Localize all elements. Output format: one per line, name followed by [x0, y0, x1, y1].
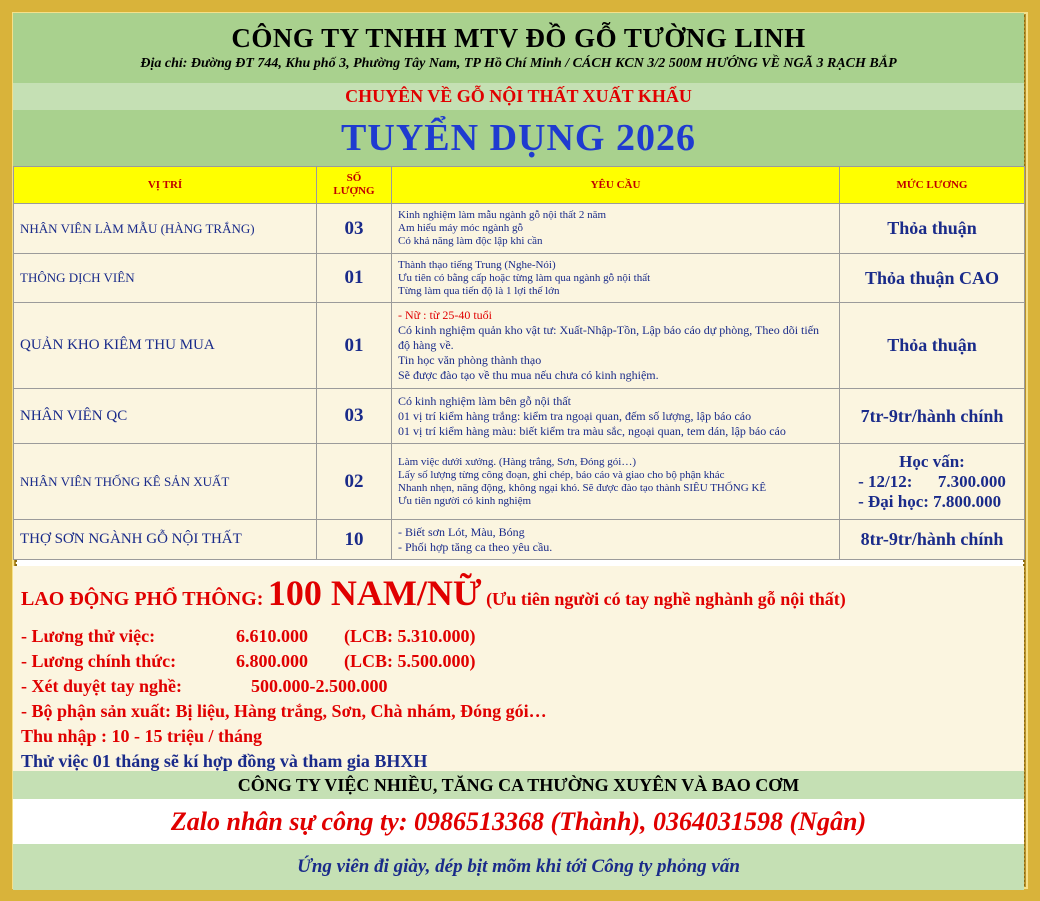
company-name: CÔNG TY TNHH MTV ĐỒ GỖ TƯỜNG LINH — [231, 23, 806, 53]
poster — [13, 13, 1024, 890]
company-header — [13, 13, 1024, 83]
req-line: Có kinh nghiệm làm bên gỗ nội thất — [398, 393, 571, 408]
req-line: Có khả năng làm độc lập khi cần — [398, 235, 543, 247]
req-line: 01 vị trí kiểm hàng trắng: kiểm tra ngoại quan, đếm số lượng, lập báo cáo — [398, 408, 752, 423]
labor-prefix: LAO ĐỘNG PHỔ THÔNG: — [21, 588, 264, 610]
header-qty-line2: LƯỢNG — [333, 185, 375, 197]
job-requirements — [392, 389, 840, 444]
req-line: Kinh nghiệm làm mẫu ngành gỗ nội thất 2 năm — [398, 209, 607, 221]
departments: - Bộ phận sản xuất: Bị liệu, Hàng trắng, Sơn, Chà nhám, Đóng gói… — [21, 701, 547, 721]
interview-dress-note: Ứng viên đi giày, dép bịt mõm khi tới Công ty phỏng vấn — [297, 856, 740, 877]
req-line: Thành thạo tiếng Trung (Nghe-Nói) — [398, 258, 556, 271]
job-position: QUẢN KHO KIÊM THU MUA — [14, 303, 317, 389]
table-header-row — [14, 167, 1025, 204]
salary-head: Học vấn: — [899, 451, 965, 471]
company-address: Địa chỉ: Đường ĐT 744, Khu phố 3, Phường Tây Nam, TP Hồ Chí Minh / CÁCH KCN 3/2 500M HƯỚNG VỀ NGÃ 3 RẠCH BẮP — [140, 56, 897, 71]
official-salary — [21, 649, 1024, 674]
table-row — [14, 204, 1025, 254]
job-salary — [840, 444, 1025, 520]
job-salary: Thỏa thuận — [840, 204, 1025, 254]
job-requirements — [392, 444, 840, 520]
job-salary: 8tr-9tr/hành chính — [840, 520, 1025, 560]
job-salary: Thỏa thuận CAO — [840, 254, 1025, 303]
req-line: Ưu tiên người có kinh nghiệm — [398, 494, 532, 507]
salary-line: - Đại học: 7.800.000 — [858, 491, 1002, 511]
req-line: Sẽ được đào tạo về thu mua nếu chưa có kinh nghiệm. — [398, 368, 659, 382]
busy-band — [13, 771, 1024, 799]
table-row — [14, 389, 1025, 444]
table-row — [14, 520, 1025, 560]
job-qty: 10 — [317, 520, 392, 560]
job-requirements — [392, 254, 840, 303]
salary-education — [858, 452, 1006, 512]
tagline: CHUYÊN VỀ GỖ NỘI THẤT XUẤT KHẨU — [345, 86, 692, 106]
req-line: Làm việc dưới xưởng. (Hàng trắng, Sơn, Đóng gói…) — [398, 455, 637, 468]
table-row — [14, 303, 1025, 389]
general-labor-section — [13, 566, 1024, 771]
job-salary: 7tr-9tr/hành chính — [840, 389, 1025, 444]
official-value: 6.800.000 — [236, 651, 308, 671]
req-line: Am hiểu máy móc ngành gỗ — [398, 222, 523, 234]
job-requirements — [392, 204, 840, 254]
req-line: 01 vị trí kiểm hàng màu: biết kiểm tra màu sắc, ngoại quan, tem dán, lập báo cáo — [398, 423, 786, 438]
zalo-contact: Zalo nhân sự công ty: 0986513368 (Thành), 0364031598 (Ngân) — [170, 807, 867, 836]
contract-note: Thử việc 01 tháng sẽ kí hợp đồng và tham gia BHXH — [21, 751, 428, 771]
probation-salary — [21, 624, 1024, 649]
page-title: TUYỂN DỤNG 2026 — [341, 117, 696, 159]
job-qty: 01 — [317, 254, 392, 303]
req-line: Ưu tiên có bằng cấp hoặc từng làm qua ngành gỗ nội thất — [398, 271, 651, 284]
job-position: NHÂN VIÊN QC — [14, 389, 317, 444]
req-line: Có kinh nghiệm quản kho vật tư: Xuất-Nhập-Tồn, Lập báo cáo dự phòng, Theo dõi tiến độ hàng về. — [398, 323, 820, 352]
job-qty: 01 — [317, 303, 392, 389]
req-line: - Phối hợp tăng ca theo yêu cầu. — [398, 539, 553, 554]
probation-label: - Lương thử việc: — [21, 626, 156, 646]
job-requirements — [392, 303, 840, 389]
probation-lcb: (LCB: 5.310.000) — [344, 626, 476, 646]
header-qty-line1: SỐ — [346, 172, 362, 184]
job-qty: 02 — [317, 444, 392, 520]
income: Thu nhập : 10 - 15 triệu / tháng — [21, 726, 263, 746]
job-qty: 03 — [317, 204, 392, 254]
tagline-band — [13, 83, 1024, 110]
req-line: - Nữ : từ 25-40 tuổi — [398, 308, 493, 322]
labor-headline — [21, 568, 1024, 624]
job-position: NHÂN VIÊN LÀM MẪU (HÀNG TRẮNG) — [14, 204, 317, 254]
labor-count: 100 NAM/NỮ — [267, 573, 482, 613]
skill-review — [21, 674, 1024, 699]
jobs-table — [13, 166, 1025, 560]
header-qty — [317, 167, 392, 204]
req-line: Tin học văn phòng thành thạo — [398, 353, 542, 367]
official-label: - Lương chính thức: — [21, 651, 177, 671]
busy-note: CÔNG TY VIỆC NHIỀU, TĂNG CA THƯỜNG XUYÊN VÀ BAO CƠM — [237, 775, 800, 795]
job-position: THÔNG DỊCH VIÊN — [14, 254, 317, 303]
shoes-band — [13, 844, 1024, 890]
table-row — [14, 444, 1025, 520]
job-position: THỢ SƠN NGÀNH GỖ NỘI THẤT — [14, 520, 317, 560]
skill-value: 500.000-2.500.000 — [251, 676, 388, 696]
title-band — [13, 110, 1024, 166]
skill-label: - Xét duyệt tay nghề: — [21, 676, 182, 696]
probation-value: 6.610.000 — [236, 626, 308, 646]
job-salary: Thỏa thuận — [840, 303, 1025, 389]
header-position: VỊ TRÍ — [14, 167, 317, 204]
table-row — [14, 254, 1025, 303]
job-position: NHÂN VIÊN THỐNG KÊ SẢN XUẤT — [14, 444, 317, 520]
req-line: - Biết sơn Lót, Màu, Bóng — [398, 524, 525, 539]
salary-line: - 12/12: 7.300.000 — [858, 471, 1006, 491]
req-line: Từng làm qua tiến độ là 1 lợi thế lớn — [398, 284, 560, 297]
req-line: Lấy số lượng từng công đoạn, ghi chép, báo cáo và giao cho bộ phận khác — [398, 468, 725, 481]
zalo-band — [13, 799, 1024, 844]
job-requirements — [392, 520, 840, 560]
job-qty: 03 — [317, 389, 392, 444]
req-line: Nhanh nhẹn, năng động, không ngại khó. Sẽ được đào tạo thành SIÊU THỐNG KÊ — [398, 481, 767, 494]
header-salary: MỨC LƯƠNG — [840, 167, 1025, 204]
header-requirements: YÊU CẦU — [392, 167, 840, 204]
official-lcb: (LCB: 5.500.000) — [344, 651, 476, 671]
labor-note: (Ưu tiên người có tay nghề nghành gỗ nội thất) — [486, 589, 846, 609]
